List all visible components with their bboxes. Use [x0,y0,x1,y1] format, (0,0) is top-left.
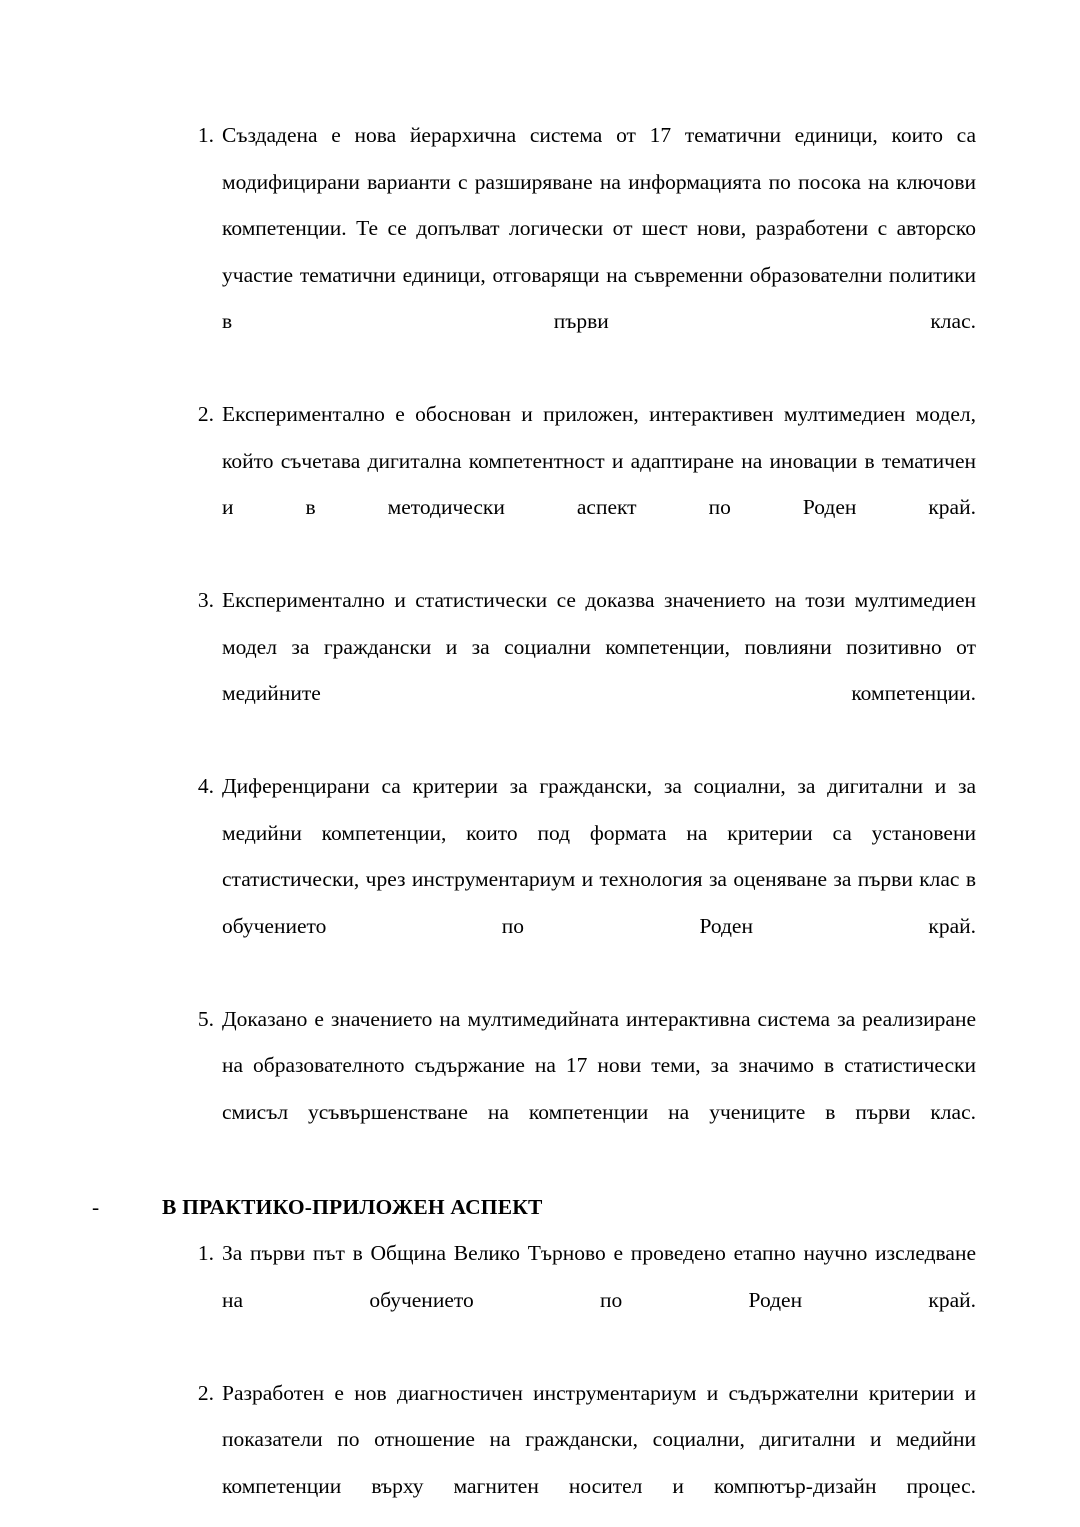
list-item-text: Експериментално е обоснован и приложен, интерактивен мултимедиен модел, който съчетава дигитална компетентност и адаптиране на иновации в тематичен и в методически аспект по Роден край. [222,402,976,519]
list-item-text: Доказано е значението на мултимедийната интерактивна система за реализиране на образователното съдържание на 17 нови теми, за значимо в статистически смисъл усъвършенстване на компетенции на учениците в първи клас. [222,1006,976,1124]
section-heading [92,1184,976,1231]
list-item-marker: 4. [197,774,214,798]
list-item-marker: 2. [197,1380,214,1405]
list-item [92,1370,976,1527]
page-content [92,112,976,1527]
list-item-text: Експериментално и статистически се доказва значението на този мултимедиен модел за граждански и за социални компетенции, повлияни позитивно от медийните компетенции. [222,588,976,705]
list-item-marker: 1. [197,1241,214,1265]
list-item-marker: 2. [197,402,214,426]
list-item-marker: 3. [197,588,214,612]
list-item [92,577,976,763]
section-heading-dash: - [92,1194,100,1219]
practical-findings-list [92,1230,976,1527]
list-item [92,763,976,996]
list-item-marker: 5. [197,1006,214,1031]
list-item [92,112,976,391]
list-item-text: За първи път в Община Велико Търново е проведено етапно научно изследване на обучението по Роден край. [222,1241,976,1312]
list-item-text: Разработен е нов диагностичен инструментариум и съдържателни критерии и показатели по отношение на граждански, социални, дигитални и медийни компетенции върху магнитен носител и компютър-дизайн процес. [222,1380,976,1498]
list-item [92,391,976,577]
list-item-marker: 1. [197,123,214,147]
list-item [92,996,976,1182]
list-item [92,1230,976,1370]
list-item-text: Диференцирани са критерии за граждански, за социални, за дигитални и за медийни компетенции, които под формата на критерии са установени статистически, чрез инструментариум и технология за оценяване за първи клас в обучението по Роден край. [222,774,976,938]
list-item-text: Създадена е нова йерархична система от 17 тематични единици, които са модифицирани варианти с разширяване на информацията по посока на ключови компетенции. Те се допълват логически от шест нови, разработени с авторско участие тематични единици, отговарящи на съвременни образователни политики в първи клас. [222,123,976,333]
theoretical-findings-list [92,112,976,1182]
section-heading-title: В ПРАКТИКО-ПРИЛОЖЕН АСПЕКТ [162,1194,543,1219]
